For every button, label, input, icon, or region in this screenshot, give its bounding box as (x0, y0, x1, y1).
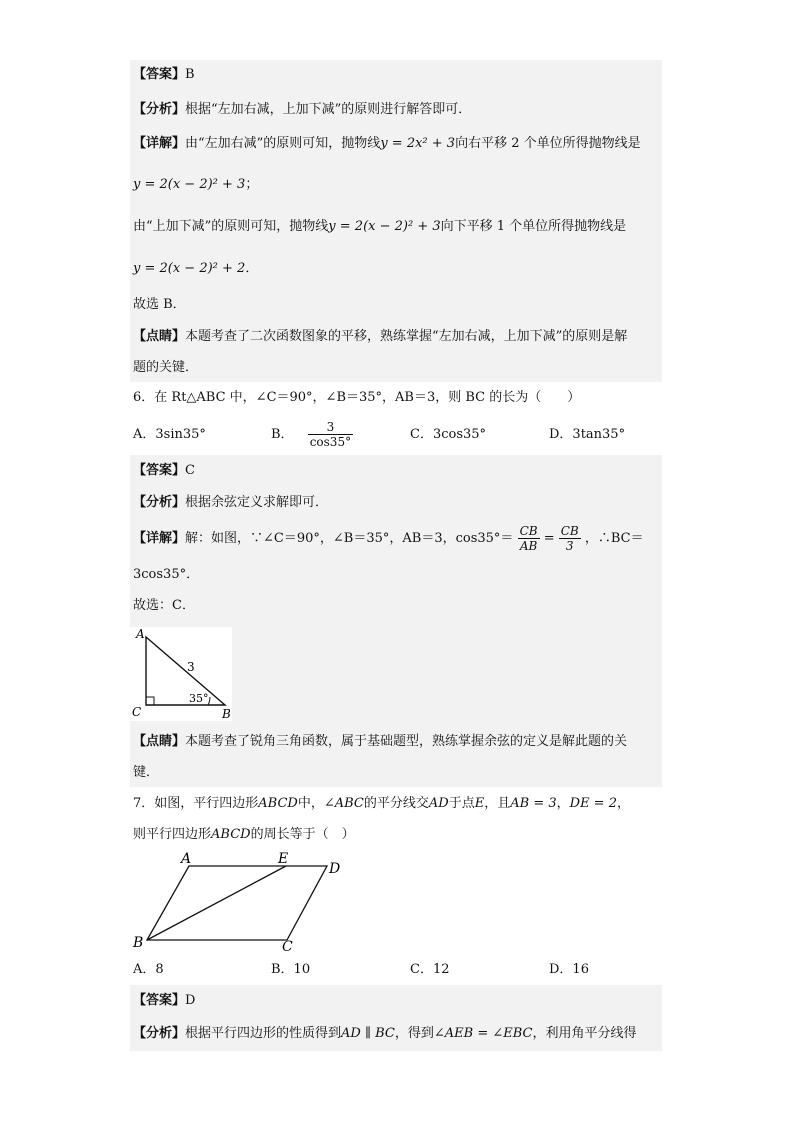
detail-text: 由“上加下减”的原则可知，抛物线 (133, 219, 329, 234)
angle-label: 35° (189, 692, 209, 705)
analysis-tag: 【分析】 (133, 495, 186, 510)
parallelogram (147, 866, 327, 940)
math-term: ∠ABC (323, 796, 364, 811)
answer-tag: 【答案】 (133, 463, 186, 478)
q5-comment-line-2 (133, 360, 198, 376)
fraction-numerator: CB (519, 524, 538, 538)
equals-sign: = (543, 531, 555, 546)
q6-detail-line-2: 3cos35°． (133, 567, 200, 582)
analysis-text: 根据余弦定义求解即可． (185, 495, 329, 510)
detail-text: 解：如图，∵∠C＝90°，∠B＝35°，AB＝3，cos35°＝ (185, 531, 514, 546)
vertex-b-label: B (133, 935, 144, 951)
question-text: 于点 (448, 796, 475, 811)
q6-option-c: C．3cos35° (410, 427, 487, 442)
question-text: 的周长等于（ ） (250, 827, 355, 842)
vertex-c-label: C (282, 939, 293, 954)
equation: y = 2(x − 2)² + 3 (133, 177, 246, 192)
q6-comment-line-2: 键． (133, 765, 160, 780)
q7-option-c: C．12 (410, 962, 450, 977)
question-text: 7．如图，平行四边形 (133, 796, 259, 811)
q5-answer-line (133, 67, 195, 83)
answer-value: C (185, 463, 195, 478)
analysis-tag: 【分析】 (133, 102, 186, 117)
fraction (559, 524, 581, 553)
q5-detail-line-4 (133, 261, 258, 277)
vertex-a-label: A (181, 851, 192, 867)
q7-parallelogram-figure (130, 848, 350, 954)
equation: y = 2(x − 2)² + 3 (328, 219, 441, 234)
question-text: ，且 (484, 796, 511, 811)
detail-text: 由“左加右减”的原则可知，抛物线 (185, 136, 381, 151)
q5-detail-line-3 (133, 219, 626, 235)
detail-text: 向右平移 2 个单位所得抛物线是 (455, 136, 641, 151)
answer-tag: 【答案】 (133, 993, 186, 1008)
answer-value: B (185, 67, 195, 82)
detail-tag: 【详解】 (133, 136, 186, 151)
equation: y = 2x² + 3 (380, 136, 456, 151)
q5-comment-line-1 (133, 329, 627, 345)
math-term: ABCD (258, 796, 298, 811)
question-text: 则平行四边形 (133, 827, 212, 842)
fraction-numerator: 3 (308, 420, 353, 435)
equation: y = 2(x − 2)² + 2 (133, 261, 246, 276)
math-term: E (474, 796, 485, 811)
analysis-tag: 【分析】 (133, 1026, 186, 1041)
q5-choose-line (133, 297, 186, 313)
question-text: ， (616, 796, 630, 811)
q5-detail-line-1 (133, 136, 641, 152)
detail-text: ； (245, 177, 259, 192)
detail-text: ． (245, 261, 259, 276)
q7-option-b: B．10 (271, 962, 311, 977)
choose-text: 故选 B． (133, 297, 186, 312)
fraction-numerator: CB (560, 524, 579, 538)
vertex-b-label: B (222, 707, 231, 721)
vertex-a-label: A (136, 627, 145, 641)
math-term: AD (428, 796, 449, 811)
q7-option-d: D．16 (549, 962, 589, 977)
comment-text: 本题考查了锐角三角函数，属于基础题型，熟练掌握余弦的定义是解此题的关 (185, 734, 628, 749)
q6-comment-line-1 (133, 734, 627, 750)
comment-text: 题的关键． (133, 360, 199, 375)
math-term: AB = 3 (510, 796, 557, 811)
q6-triangle-figure (130, 627, 232, 721)
detail-tag: 【详解】 (133, 531, 186, 546)
detail-text: 向下平移 1 个单位所得抛物线是 (440, 219, 627, 234)
comment-tag: 【点睛】 (133, 329, 186, 344)
q7-analysis-line (133, 1026, 637, 1042)
fraction (518, 524, 540, 553)
math-term: DE = 2 (569, 796, 617, 811)
fraction-denominator: 3 (565, 539, 574, 553)
equation: AD ∥ BC (341, 1026, 395, 1041)
vertex-c-label: C (132, 705, 142, 719)
answer-value: D (185, 993, 196, 1008)
q6-option-b (271, 419, 353, 451)
q6-choose-line: 故选：C． (133, 598, 195, 613)
q6-option-d: D．3tan35° (549, 427, 626, 442)
q7-question-line-1 (133, 796, 630, 812)
q6-answer-line (133, 463, 195, 479)
q6-question: 6．在 Rt△ABC 中，∠C＝90°，∠B＝35°，AB＝3，则 BC 的长为（ ） (133, 390, 581, 405)
equation: ∠AEB = ∠EBC (433, 1026, 533, 1041)
q6-detail-line-1 (133, 522, 644, 556)
question-text: ， (556, 796, 570, 811)
detail-text: ，∴BC＝ (584, 531, 644, 546)
side-label: 3 (187, 660, 195, 674)
question-text: 中， (297, 796, 324, 811)
math-term: ABCD (211, 827, 251, 842)
q5-analysis-line (133, 102, 471, 118)
fraction-denominator: AB (519, 539, 538, 553)
q5-detail-line-2 (133, 177, 258, 193)
comment-text: 本题考查了二次函数图象的平移，熟练掌握“左加右减，上加下减”的原则是解 (185, 329, 628, 344)
answer-tag: 【答案】 (133, 67, 186, 82)
analysis-text: ，利用角平分线得 (532, 1026, 637, 1041)
q7-question-line-2 (133, 827, 355, 843)
q7-answer-line (133, 993, 195, 1009)
analysis-text: 根据“左加右减，上加下减”的原则进行解答即可． (185, 102, 472, 117)
analysis-text: 根据平行四边形的性质得到 (185, 1026, 342, 1041)
analysis-text: ，得到 (394, 1026, 434, 1041)
option-label: B． (271, 427, 294, 442)
question-text: 的平分线交 (363, 796, 429, 811)
fraction-denominator: cos35° (309, 435, 352, 449)
option-fraction (308, 420, 353, 449)
comment-tag: 【点睛】 (133, 734, 186, 749)
q7-option-a: A．8 (133, 962, 164, 977)
q6-option-a: A．3sin35° (133, 427, 206, 442)
q6-analysis-line (133, 495, 328, 511)
point-e-label: E (278, 851, 289, 867)
vertex-d-label: D (329, 861, 341, 877)
